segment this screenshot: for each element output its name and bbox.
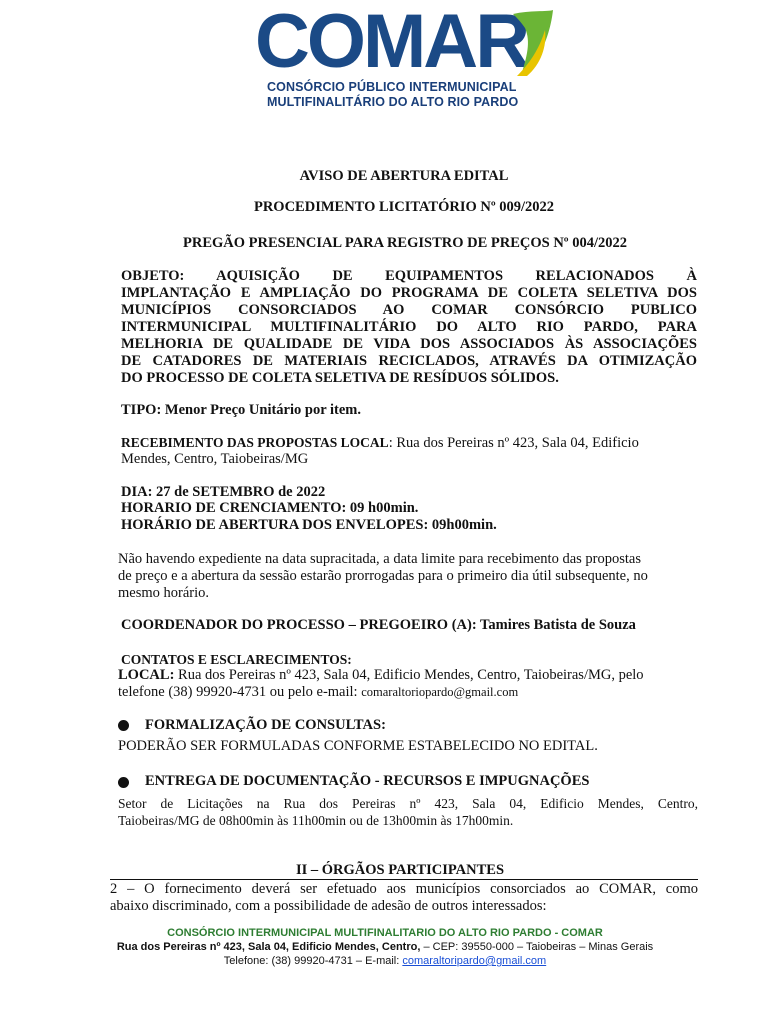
footer-email-link[interactable]: comaraltoripardo@gmail.com [402,955,547,967]
entrega-line2: Taiobeiras/MG de 08h00min às 11h00min ou de 13h00min às 17h00min. [118,813,514,828]
local-address: Rua dos Pereiras nº 423, Sala 04, Edificio Mendes, Centro, Taiobeiras/MG, pelo [174,667,644,683]
consultas-text: PODERÃO SER FORMULADAS CONFORME ESTABELECIDO NO EDITAL. [118,738,598,754]
divider [110,879,698,880]
bullet-icon [118,777,129,788]
procedimento-heading: PROCEDIMENTO LICITATÓRIO Nº 009/2022 [253,199,555,215]
local-label: LOCAL: [118,667,175,683]
footer-phone: Telefone: (38) 99920-4731 – E-mail: [223,955,403,967]
footer-contact [0,954,770,968]
orgaos-title: II – ÓRGÃOS PARTICIPANTES [295,862,505,878]
orgaos-line1: 2 – O fornecimento deverá ser efetuado aos municípios consorciados ao COMAR, como [110,881,698,897]
tipo-text: TIPO: Menor Preço Unitário por item. [121,402,362,418]
recebimento-line2: Mendes, Centro, Taiobeiras/MG [121,451,309,467]
expediente-line: de preço e a abertura da sessão estarão prorrogadas para o primeiro dia útil subsequente, no [118,568,648,584]
entrega-line1: Setor de Licitações na Rua dos Pereiras nº 423, Sala 04, Edificio Mendes, Centro, [118,796,698,811]
recebimento-label: RECEBIMENTO DAS PROPOSTAS LOCAL [121,435,389,450]
page-title: AVISO DE ABERTURA EDITAL [299,168,509,184]
objeto-line: MUNICÍPIOS CONSORCIADOS AO COMAR CONSÓRCIO PUBLICO [121,302,697,318]
recebimento-address: : Rua dos Pereiras nº 423, Sala 04, Edificio [388,435,639,451]
footer-address [0,940,770,954]
footer-address-street: Rua dos Pereiras nº 423, Sala 04, Edificio Mendes, Centro, [116,941,421,953]
objeto-line: MELHORIA DE QUALIDADE DE VIDA DOS ASSOCIADOS ÀS ASSOCIAÇÕES [121,336,697,352]
logo-subtitle-line1: CONSÓRCIO PÚBLICO INTERMUNICIPAL [267,80,517,94]
contatos-phone-line [118,684,518,701]
objeto-paragraph [121,268,697,387]
entrega-title: ENTREGA DE DOCUMENTAÇÃO - RECURSOS E IMPUGNAÇÕES [145,773,590,789]
orgaos-line2: abaixo discriminado, com a possibilidade de adesão de outros interessados: [110,898,547,914]
footer [0,926,770,968]
objeto-line: OBJETO: AQUISIÇÃO DE EQUIPAMENTOS RELACIONADOS À [121,268,697,284]
pregao-heading: PREGÃO PRESENCIAL PARA REGISTRO DE PREÇOS Nº 004/2022 [182,235,627,251]
objeto-line: DE CATADORES DE MATERIAIS RECICLADOS, ATRAVÉS DA OTIMIZAÇÃO [121,353,697,369]
bullet-icon [118,720,129,731]
footer-org-name: CONSÓRCIO INTERMUNICIPAL MULTIFINALITARIO DO ALTO RIO PARDO - COMAR [167,927,603,939]
abertura-text: HORÁRIO DE ABERTURA DOS ENVELOPES: 09h00min. [121,517,497,533]
contatos-phone: telefone (38) 99920-4731 ou pelo e-mail: [118,684,362,700]
contatos-email[interactable]: comaraltoriopardo@gmail.com [361,685,519,699]
footer-address-city: – CEP: 39550-000 – Taiobeiras – Minas Gerais [420,941,654,953]
expediente-line: mesmo horário. [118,585,210,601]
comar-logo [255,0,555,110]
logo-wordmark: COMAR [255,0,528,84]
credenciamento-text: HORARIO DE CRENCIAMENTO: 09 h00min. [121,500,419,516]
objeto-line: DO PROCESSO DE COLETA SELETIVA DE RESÍDUOS SÓLIDOS. [121,370,559,386]
contatos-local [118,667,644,684]
recebimento-line1 [121,434,639,452]
logo-subtitle-line2: MULTIFINALITÁRIO DO ALTO RIO PARDO [267,95,519,109]
contatos-title: CONTATOS E ESCLARECIMENTOS: [121,652,352,667]
dia-text: DIA: 27 de SETEMBRO de 2022 [121,484,326,500]
objeto-line: INTERMUNICIPAL MULTIFINALITÁRIO DO ALTO RIO PARDO, PARA [121,319,697,335]
expediente-line: Não havendo expediente na data supracitada, a data limite para recebimento das propostas [118,551,641,567]
consultas-title: FORMALIZAÇÃO DE CONSULTAS: [145,717,386,733]
objeto-line: IMPLANTAÇÃO E AMPLIAÇÃO DO PROGRAMA DE COLETA SELETIVA DOS [121,285,697,301]
coordenador-text: COORDENADOR DO PROCESSO – PREGOEIRO (A): Tamires Batista de Souza [121,617,636,633]
